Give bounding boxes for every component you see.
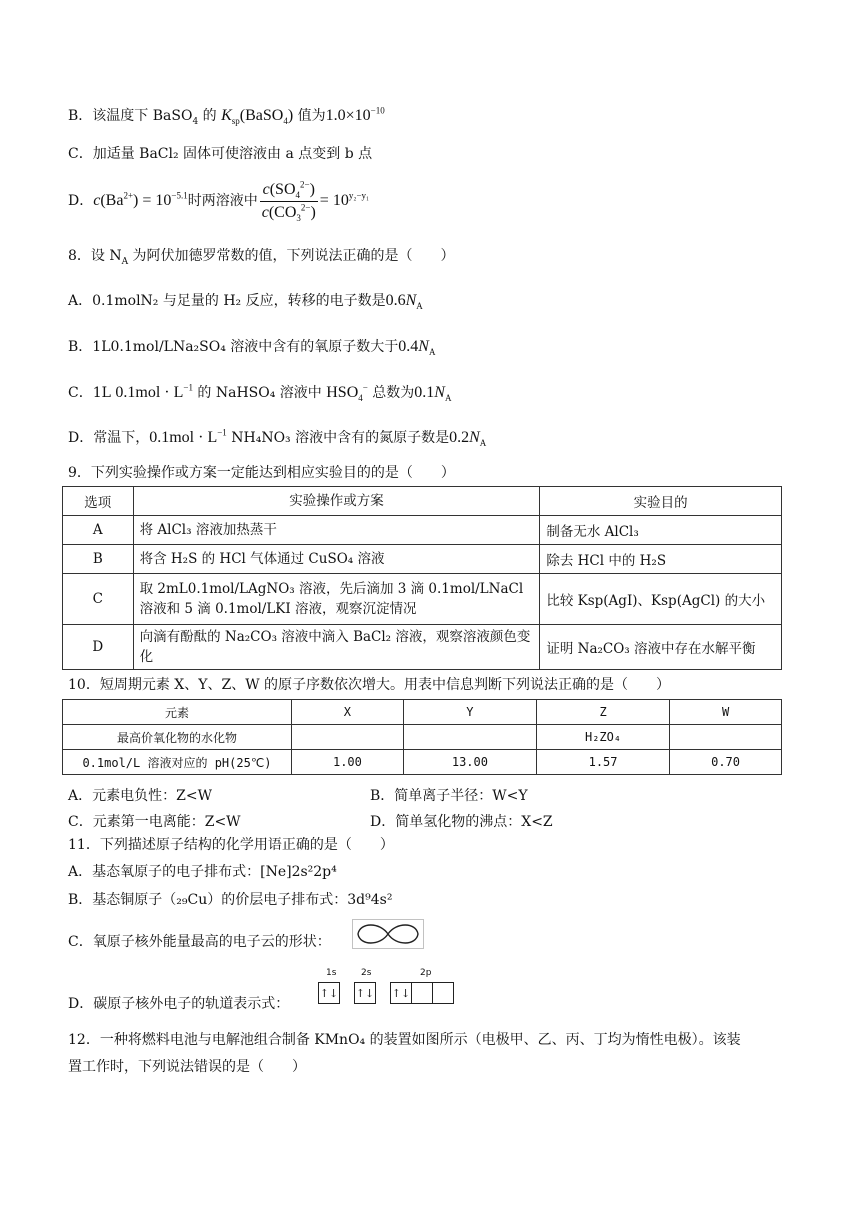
four: 4 — [295, 189, 300, 200]
q8-option-c — [68, 384, 451, 402]
q8b-value — [398, 338, 436, 358]
header-cell: 实验目的 — [540, 487, 782, 516]
table-cell — [292, 725, 404, 750]
ba: Ba — [105, 192, 124, 209]
header-cell: 选项 — [63, 487, 134, 516]
q7d-result — [320, 192, 369, 209]
q8-option-d — [68, 429, 486, 447]
orbital-box-2p-1: ↑↓ — [390, 982, 412, 1004]
table-row — [63, 545, 782, 574]
header-cell: W — [670, 700, 782, 725]
so: SO — [275, 180, 296, 198]
val: 0.4 — [398, 338, 419, 355]
q10-option-a: A．元素电负性：Z<W — [68, 788, 212, 804]
c: c — [261, 203, 269, 221]
sub: 4 — [192, 116, 199, 127]
orbital-box-2p-2 — [411, 982, 433, 1004]
exp: −10 — [370, 105, 385, 116]
q7-option-c: C．加适量 BaCl₂ 固体可使溶液由 a 点变到 b 点 — [68, 146, 373, 162]
table-cell: H₂ZO₄ — [536, 725, 669, 750]
ion: HSO — [326, 384, 359, 401]
a: A — [416, 301, 423, 312]
q12-stem-line1: 12．一种将燃料电池与电解池组合制备 KMnO₄ 的装置如图所示（电极甲、乙、丙、丁均为惰性电极）。该装 — [68, 1032, 741, 1048]
q11-stem: 11．下列描述原子结构的化学用语正确的是（ ） — [68, 837, 394, 853]
goal-cell: 比较 Ksp(AgI)、Ksp(AgCl) 的大小 — [540, 574, 782, 625]
q9-table — [62, 486, 782, 670]
orbital-label-2s: 2s — [361, 968, 372, 978]
q11-option-d: D．碳原子核外电子的轨道表示式： — [68, 996, 290, 1012]
q10-option-b: B．简单离子半径：W<Y — [370, 788, 528, 804]
q8-stem-text: 8．设 N — [68, 248, 122, 264]
orbital-box-1s: ↑↓ — [318, 982, 340, 1004]
q7b-text: B．该温度下 BaSO — [68, 108, 193, 124]
q8d-mid: NH₄NO₃ 溶液中含有的氮原子数是 — [226, 430, 450, 446]
q11-option-b: B．基态铜原子（₂₉Cu）的价层电子排布式：3d⁹4s² — [68, 892, 393, 908]
q8-option-b — [68, 338, 435, 356]
hso4-ion — [326, 382, 368, 404]
orbital-diagram-2s — [354, 982, 375, 1004]
val: 0.6 — [385, 292, 406, 309]
q8c-pre: C．1L — [68, 385, 116, 401]
conc: 0.1mol · L — [115, 384, 184, 401]
table-cell: 最高价氧化物的水化物 — [63, 725, 292, 750]
goal-cell: 证明 Na₂CO₃ 溶液中存在水解平衡 — [540, 625, 782, 670]
q8c-conc — [115, 384, 193, 401]
table-row — [63, 516, 782, 545]
exp: y₂−y₁ — [348, 190, 370, 201]
q11-option-a: A．基态氧原子的电子排布式：[Ne]2s²2p⁴ — [68, 864, 337, 880]
table-header-row — [63, 487, 782, 516]
table-cell — [670, 725, 782, 750]
orbital-diagram — [318, 982, 339, 1004]
header-cell: Z — [536, 700, 669, 725]
charge: 2− — [300, 179, 310, 190]
table-cell: 13.00 — [403, 750, 536, 775]
q8c-post: 总数为 — [367, 385, 415, 401]
table-cell: 0.1mol/L 溶液对应的 pH(25℃) — [63, 750, 292, 775]
val: 0.2 — [449, 429, 470, 446]
q9-stem: 9．下列实验操作或方案一定能达到相应实验目的的是（ ） — [68, 465, 455, 481]
q8c-mid: 的 NaHSO₄ 溶液中 — [192, 385, 327, 401]
goal-cell: 除去 HCl 中的 H₂S — [540, 545, 782, 574]
exp: −1 — [217, 427, 227, 438]
q7-option-d — [68, 178, 369, 224]
a: A — [444, 393, 452, 404]
q8-stem — [68, 247, 455, 265]
q10-option-d: D．简单氢化物的沸点：X<Z — [370, 814, 553, 830]
c: c — [262, 180, 270, 198]
q11-option-c: C．氧原子核外能量最高的电子云的形状： — [68, 934, 331, 950]
table-cell — [403, 725, 536, 750]
q8-option-a — [68, 292, 423, 310]
denominator: $c(CO_3^{2-})$ — [261, 202, 316, 223]
q10-stem: 10．短周期元素 X、Y、Z、W 的原子序数依次增大。用表中信息判断下列说法正确的是（ ） — [68, 677, 671, 693]
q12-stem-line2: 置工作时，下列说法错误的是（ ） — [68, 1059, 306, 1075]
n: N — [434, 384, 445, 401]
table-row — [63, 574, 782, 625]
a: A — [428, 347, 436, 358]
p-orbital-dumbbell-icon — [352, 919, 424, 949]
q8d-pre: D．常温下， — [68, 430, 150, 446]
co: CO — [274, 203, 297, 221]
four: 4 — [283, 116, 288, 127]
n: N — [469, 429, 480, 446]
baso: BaSO — [245, 107, 284, 124]
orbital-box-2s: ↑↓ — [354, 982, 376, 1004]
val: 0.1 — [414, 384, 435, 401]
table-cell: 1.00 — [292, 750, 404, 775]
k: K — [221, 107, 232, 124]
three: 3 — [296, 212, 301, 223]
operation-cell: 取 2mL0.1mol/LAgNO₃ 溶液，先后滴加 3 滴 0.1mol/LNaCl 溶液和 5 滴 0.1mol/LKI 溶液，观察沉淀情况 — [133, 574, 540, 625]
q10-table — [62, 699, 782, 775]
table-row — [63, 625, 782, 670]
q8d-conc — [149, 429, 227, 446]
orbital-box-2p-3 — [432, 982, 454, 1004]
goal-cell: 制备无水 AlCl₃ — [540, 516, 782, 545]
four: 4 — [358, 393, 363, 404]
operation-cell: 将 AlCl₃ 溶液加热蒸干 — [133, 516, 540, 545]
exp: −1 — [183, 382, 193, 393]
numerator: $c(SO_4^{2-})$ — [260, 180, 318, 202]
charge: 2+ — [123, 190, 134, 201]
header-cell: X — [292, 700, 404, 725]
orbital-diagram-2p — [390, 982, 453, 1004]
eq: = 10 — [319, 192, 349, 209]
operation-cell: 将含 H₂S 的 HCl 气体通过 CuSO₄ 溶液 — [133, 545, 540, 574]
q8-stem-rest: 为阿伏加德罗常数的值，下列说法正确的是（ ） — [128, 248, 455, 264]
orbital-label-2p: 2p — [420, 968, 432, 978]
table-row — [63, 750, 782, 775]
q7b-mid: 的 — [198, 108, 222, 124]
n: N — [418, 338, 429, 355]
eq: = 10 — [142, 192, 172, 209]
header-cell: 元素 — [63, 700, 292, 725]
option-cell: C — [63, 574, 134, 625]
ba-conc: $c(Ba^{2+}) = 10^{-5.1}$ — [93, 190, 188, 209]
q10-option-c: C．元素第一电离能：Z<W — [68, 814, 241, 830]
header-cell: 实验操作或方案 — [133, 487, 540, 516]
sp: sp — [231, 116, 240, 127]
q8b-text: B．1L0.1mol/LNa₂SO₄ 溶液中含有的氧原子数大于 — [68, 339, 399, 355]
conc: 0.1mol · L — [149, 429, 218, 446]
q8d-value — [449, 429, 487, 449]
table-cell: 1.57 — [536, 750, 669, 775]
q7b-suffix: 值为 — [293, 108, 326, 124]
ratio-fraction — [260, 180, 318, 223]
q7b-value — [326, 107, 385, 124]
table-cell: 0.70 — [670, 750, 782, 775]
c: c — [93, 192, 101, 209]
option-cell: B — [63, 545, 134, 574]
val: 1.0×10 — [325, 107, 371, 124]
a: A — [479, 438, 487, 449]
q8a-text: A．0.1molN₂ 与足量的 H₂ 反应，转移的电子数是 — [68, 293, 386, 309]
exp: −5.1 — [171, 190, 188, 201]
q7d-prefix: D． — [68, 193, 94, 209]
table-row — [63, 725, 782, 750]
q8a-value — [385, 292, 423, 312]
n: N — [405, 292, 417, 309]
q7-option-b — [68, 107, 385, 125]
charge: − — [362, 382, 368, 393]
q8c-value — [414, 384, 452, 404]
charge: 2− — [300, 202, 311, 213]
orbital-label-1s: 1s — [326, 968, 337, 978]
header-cell: Y — [403, 700, 536, 725]
option-cell: A — [63, 516, 134, 545]
table-header-row — [63, 700, 782, 725]
q7d-mid: 时两溶液中 — [187, 193, 258, 209]
sub-a: A — [121, 256, 129, 267]
option-cell: D — [63, 625, 134, 670]
ksp-expr: $K_{sp}(BaSO_4)$ — [221, 107, 294, 127]
operation-cell: 向滴有酚酞的 Na₂CO₃ 溶液中滴入 BaCl₂ 溶液，观察溶液颜色变化 — [133, 625, 540, 670]
